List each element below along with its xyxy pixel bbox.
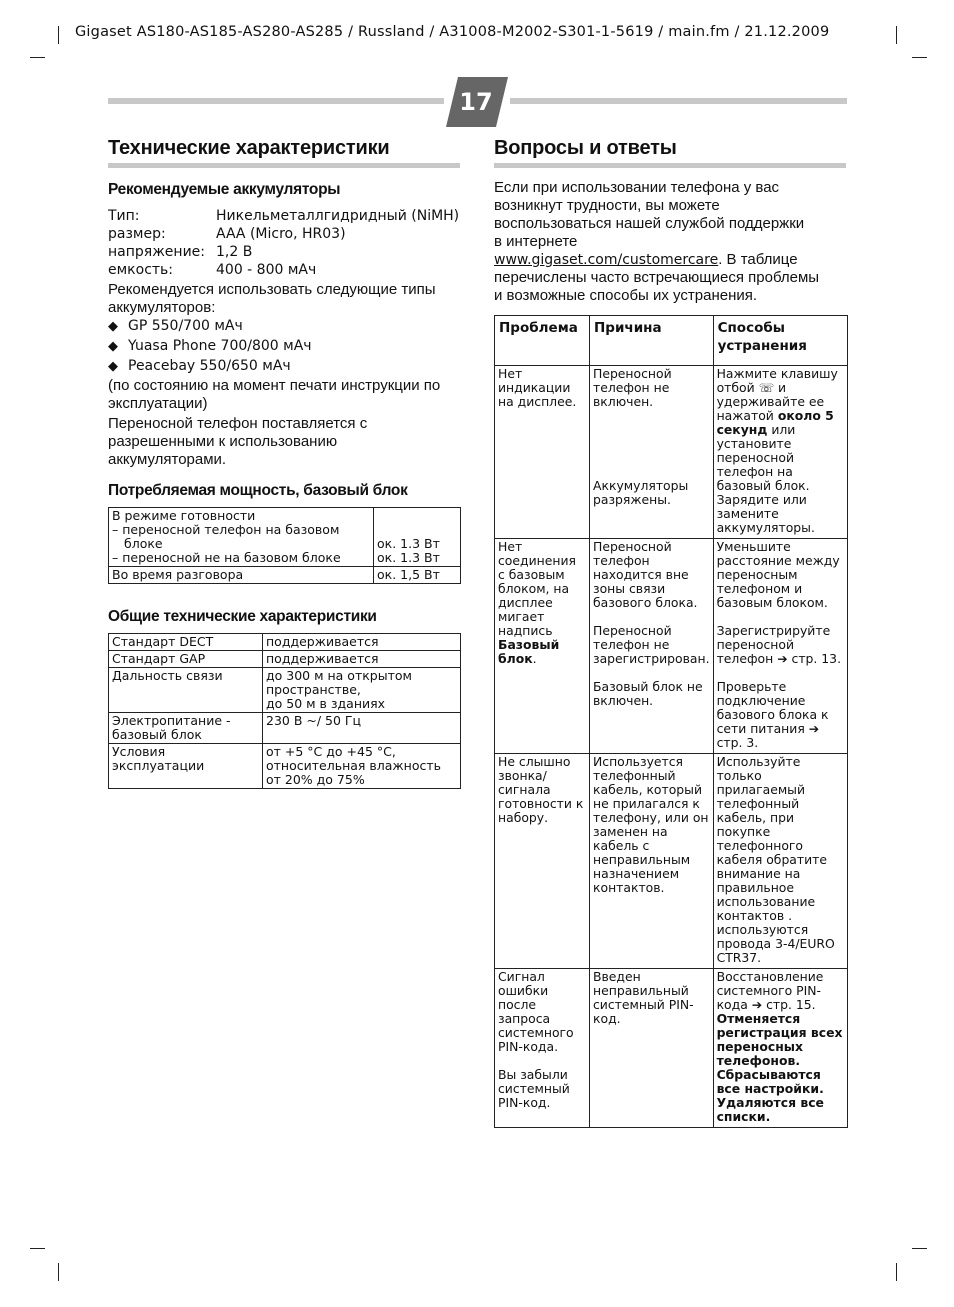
table-cell: Электропитание - базовый блок bbox=[109, 713, 263, 744]
col-header-problem: Проблема bbox=[495, 316, 590, 366]
table-cell: 230 В ~/ 50 Гц bbox=[263, 713, 461, 744]
table-cell: Сигнал ошибки после запроса системного PIN-кода. Вы забыли системный PIN-код. bbox=[495, 969, 590, 1128]
table-row bbox=[495, 366, 848, 539]
page-number: 17 bbox=[459, 88, 493, 116]
table-cell: Стандарт DECT bbox=[109, 634, 263, 651]
section-title-specs: Технические характеристики bbox=[108, 137, 390, 159]
table-header-row bbox=[495, 316, 848, 366]
batteries-heading: Рекомендуемые аккумуляторы bbox=[108, 181, 341, 198]
col-header-cause: Причина bbox=[590, 316, 714, 366]
arrow-right-icon: ➔ bbox=[777, 651, 788, 666]
table-row bbox=[495, 754, 848, 969]
header-bar-left bbox=[108, 98, 444, 104]
bullet-diamond-icon: ◆ bbox=[108, 339, 118, 354]
spec-label: Тип: bbox=[108, 208, 140, 224]
table-row bbox=[109, 508, 461, 567]
arrow-right-icon: ➔ bbox=[808, 721, 820, 736]
table-cell: ок. 1,5 Вт bbox=[374, 567, 461, 584]
table-cell: Не слышно звонка/ сигнала готовности к набору. bbox=[495, 754, 590, 969]
general-heading: Общие технические характеристики bbox=[108, 608, 377, 625]
spec-value: AAA (Micro, HR03) bbox=[216, 226, 346, 242]
table-cell: Стандарт GAP bbox=[109, 651, 263, 668]
table-row bbox=[109, 634, 461, 651]
running-header: Gigaset AS180-AS185-AS280-AS285 / Russland / A31008-M2002-S301-1-5619 / main.fm / 21.12.2009 bbox=[75, 24, 830, 40]
end-call-icon: ☏ bbox=[758, 380, 775, 395]
faq-intro: Если при использовании телефона у вас возникнут трудности, вы можете воспользоваться нашей службой поддержки в интернете www.gigaset.com/customercare. В таблице перечислены часто встречающиеся проблемы и возможные способы их устранения. bbox=[494, 179, 820, 304]
table-row bbox=[109, 668, 461, 713]
battery-spec-list bbox=[108, 207, 460, 279]
col-header-fix: Способы устранения bbox=[713, 316, 847, 366]
recommend-text: Рекомендуется использовать следующие типы аккумуляторов: bbox=[108, 281, 436, 316]
table-cell: В режиме готовности – переносной телефон на базовом блоке – переносной не на базовом блоке bbox=[109, 508, 374, 567]
power-heading: Потребляемая мощность, базовый блок bbox=[108, 482, 408, 499]
battery-bullet: ◆ GP 550/700 мАч bbox=[108, 318, 243, 334]
crop-mark bbox=[896, 26, 897, 44]
spec-label: напряжение: bbox=[108, 244, 206, 260]
table-cell: Нажмите клавишу отбой ☏ и удерживайте ее нажатой около 5 секунд или установите переносной телефон на базовый блок. Зарядите или замените аккумуляторы. bbox=[713, 366, 847, 539]
print-note: (по состоянию на момент печати инструкции по эксплуатации) bbox=[108, 377, 441, 412]
table-cell: Переносной телефон находится вне зоны связи базового блока. Переносной телефон не зарегистрирован. Базовый блок не включен. bbox=[590, 539, 714, 754]
section-title-faq: Вопросы и ответы bbox=[494, 137, 677, 159]
spec-value: 400 - 800 мАч bbox=[216, 262, 317, 278]
table-cell: ок. 1.3 Вт ок. 1.3 Вт bbox=[374, 508, 461, 567]
crop-mark bbox=[30, 57, 45, 58]
bullet-diamond-icon: ◆ bbox=[108, 319, 118, 334]
table-cell: Переносной телефон не включен. Аккумуляторы разряжены. bbox=[590, 366, 714, 539]
crop-mark bbox=[58, 1263, 59, 1281]
crop-mark bbox=[30, 1248, 45, 1249]
table-row bbox=[495, 969, 848, 1128]
table-cell: Введен неправильный системный PIN-код. bbox=[590, 969, 714, 1128]
table-cell: Дальность связи bbox=[109, 668, 263, 713]
table-row bbox=[109, 651, 461, 668]
table-cell: Нет индикации на дисплее. bbox=[495, 366, 590, 539]
table-cell: Восстановление системного PIN-кода ➔ стр. 15. Отменяется регистрация всех переносных телефонов. Сбрасываются все настройки. Удаляются все списки. bbox=[713, 969, 847, 1128]
crop-mark bbox=[912, 1248, 927, 1249]
table-row bbox=[109, 744, 461, 789]
crop-mark bbox=[58, 26, 59, 44]
spec-value: Никельметаллгидридный (NiMH) bbox=[216, 208, 460, 224]
battery-bullet: ◆ Yuasa Phone 700/800 мАч bbox=[108, 338, 312, 354]
table-cell: Уменьшите расстояние между переносным телефоном и базовым блоком. Зарегистрируйте переносной телефон ➔ стр. 13. Проверьте подключение базового блока к сети питания ➔ стр. 3. bbox=[713, 539, 847, 754]
table-cell: Используйте только прилагаемый телефонный кабель, при покупке телефонного кабеля обратите внимание на правильное использование контактов . используются провода 3-4/EURO CTR37. bbox=[713, 754, 847, 969]
title-rule bbox=[108, 163, 460, 168]
table-cell: поддерживается bbox=[263, 634, 461, 651]
table-cell: Условия эксплуатации bbox=[109, 744, 263, 789]
title-rule bbox=[494, 163, 846, 168]
table-row bbox=[495, 539, 848, 754]
support-link[interactable]: www.gigaset.com/customercare bbox=[494, 252, 719, 268]
spec-label: емкость: bbox=[108, 262, 174, 278]
battery-bullet: ◆ Peacebay 550/650 мАч bbox=[108, 358, 291, 374]
spec-label: размер: bbox=[108, 226, 166, 242]
table-row bbox=[109, 567, 461, 584]
table-cell: до 300 м на открытом пространстве, до 50 м в зданиях bbox=[263, 668, 461, 713]
table-cell: от +5 °C до +45 °C, относительная влажность от 20% до 75% bbox=[263, 744, 461, 789]
header-bar-right bbox=[510, 98, 847, 104]
table-row bbox=[109, 713, 461, 744]
supply-note: Переносной телефон поставляется с разрешенными к использованию аккумуляторами. bbox=[108, 415, 368, 468]
crop-mark bbox=[912, 57, 927, 58]
table-cell: Во время разговора bbox=[109, 567, 374, 584]
table-cell: Нет соединения с базовым блоком, на дисплее мигает надпись Базовый блок. bbox=[495, 539, 590, 754]
crop-mark bbox=[896, 1263, 897, 1281]
power-table bbox=[108, 507, 461, 584]
table-cell: поддерживается bbox=[263, 651, 461, 668]
bullet-diamond-icon: ◆ bbox=[108, 359, 118, 374]
faq-table bbox=[494, 315, 848, 1128]
arrow-right-icon: ➔ bbox=[751, 997, 763, 1012]
spec-value: 1,2 В bbox=[216, 244, 253, 260]
table-cell: Используется телефонный кабель, который не прилагался к телефону, или он заменен на кабель с неправильным назначением контактов. bbox=[590, 754, 714, 969]
page-number-badge bbox=[446, 77, 508, 127]
general-specs-table bbox=[108, 633, 461, 789]
